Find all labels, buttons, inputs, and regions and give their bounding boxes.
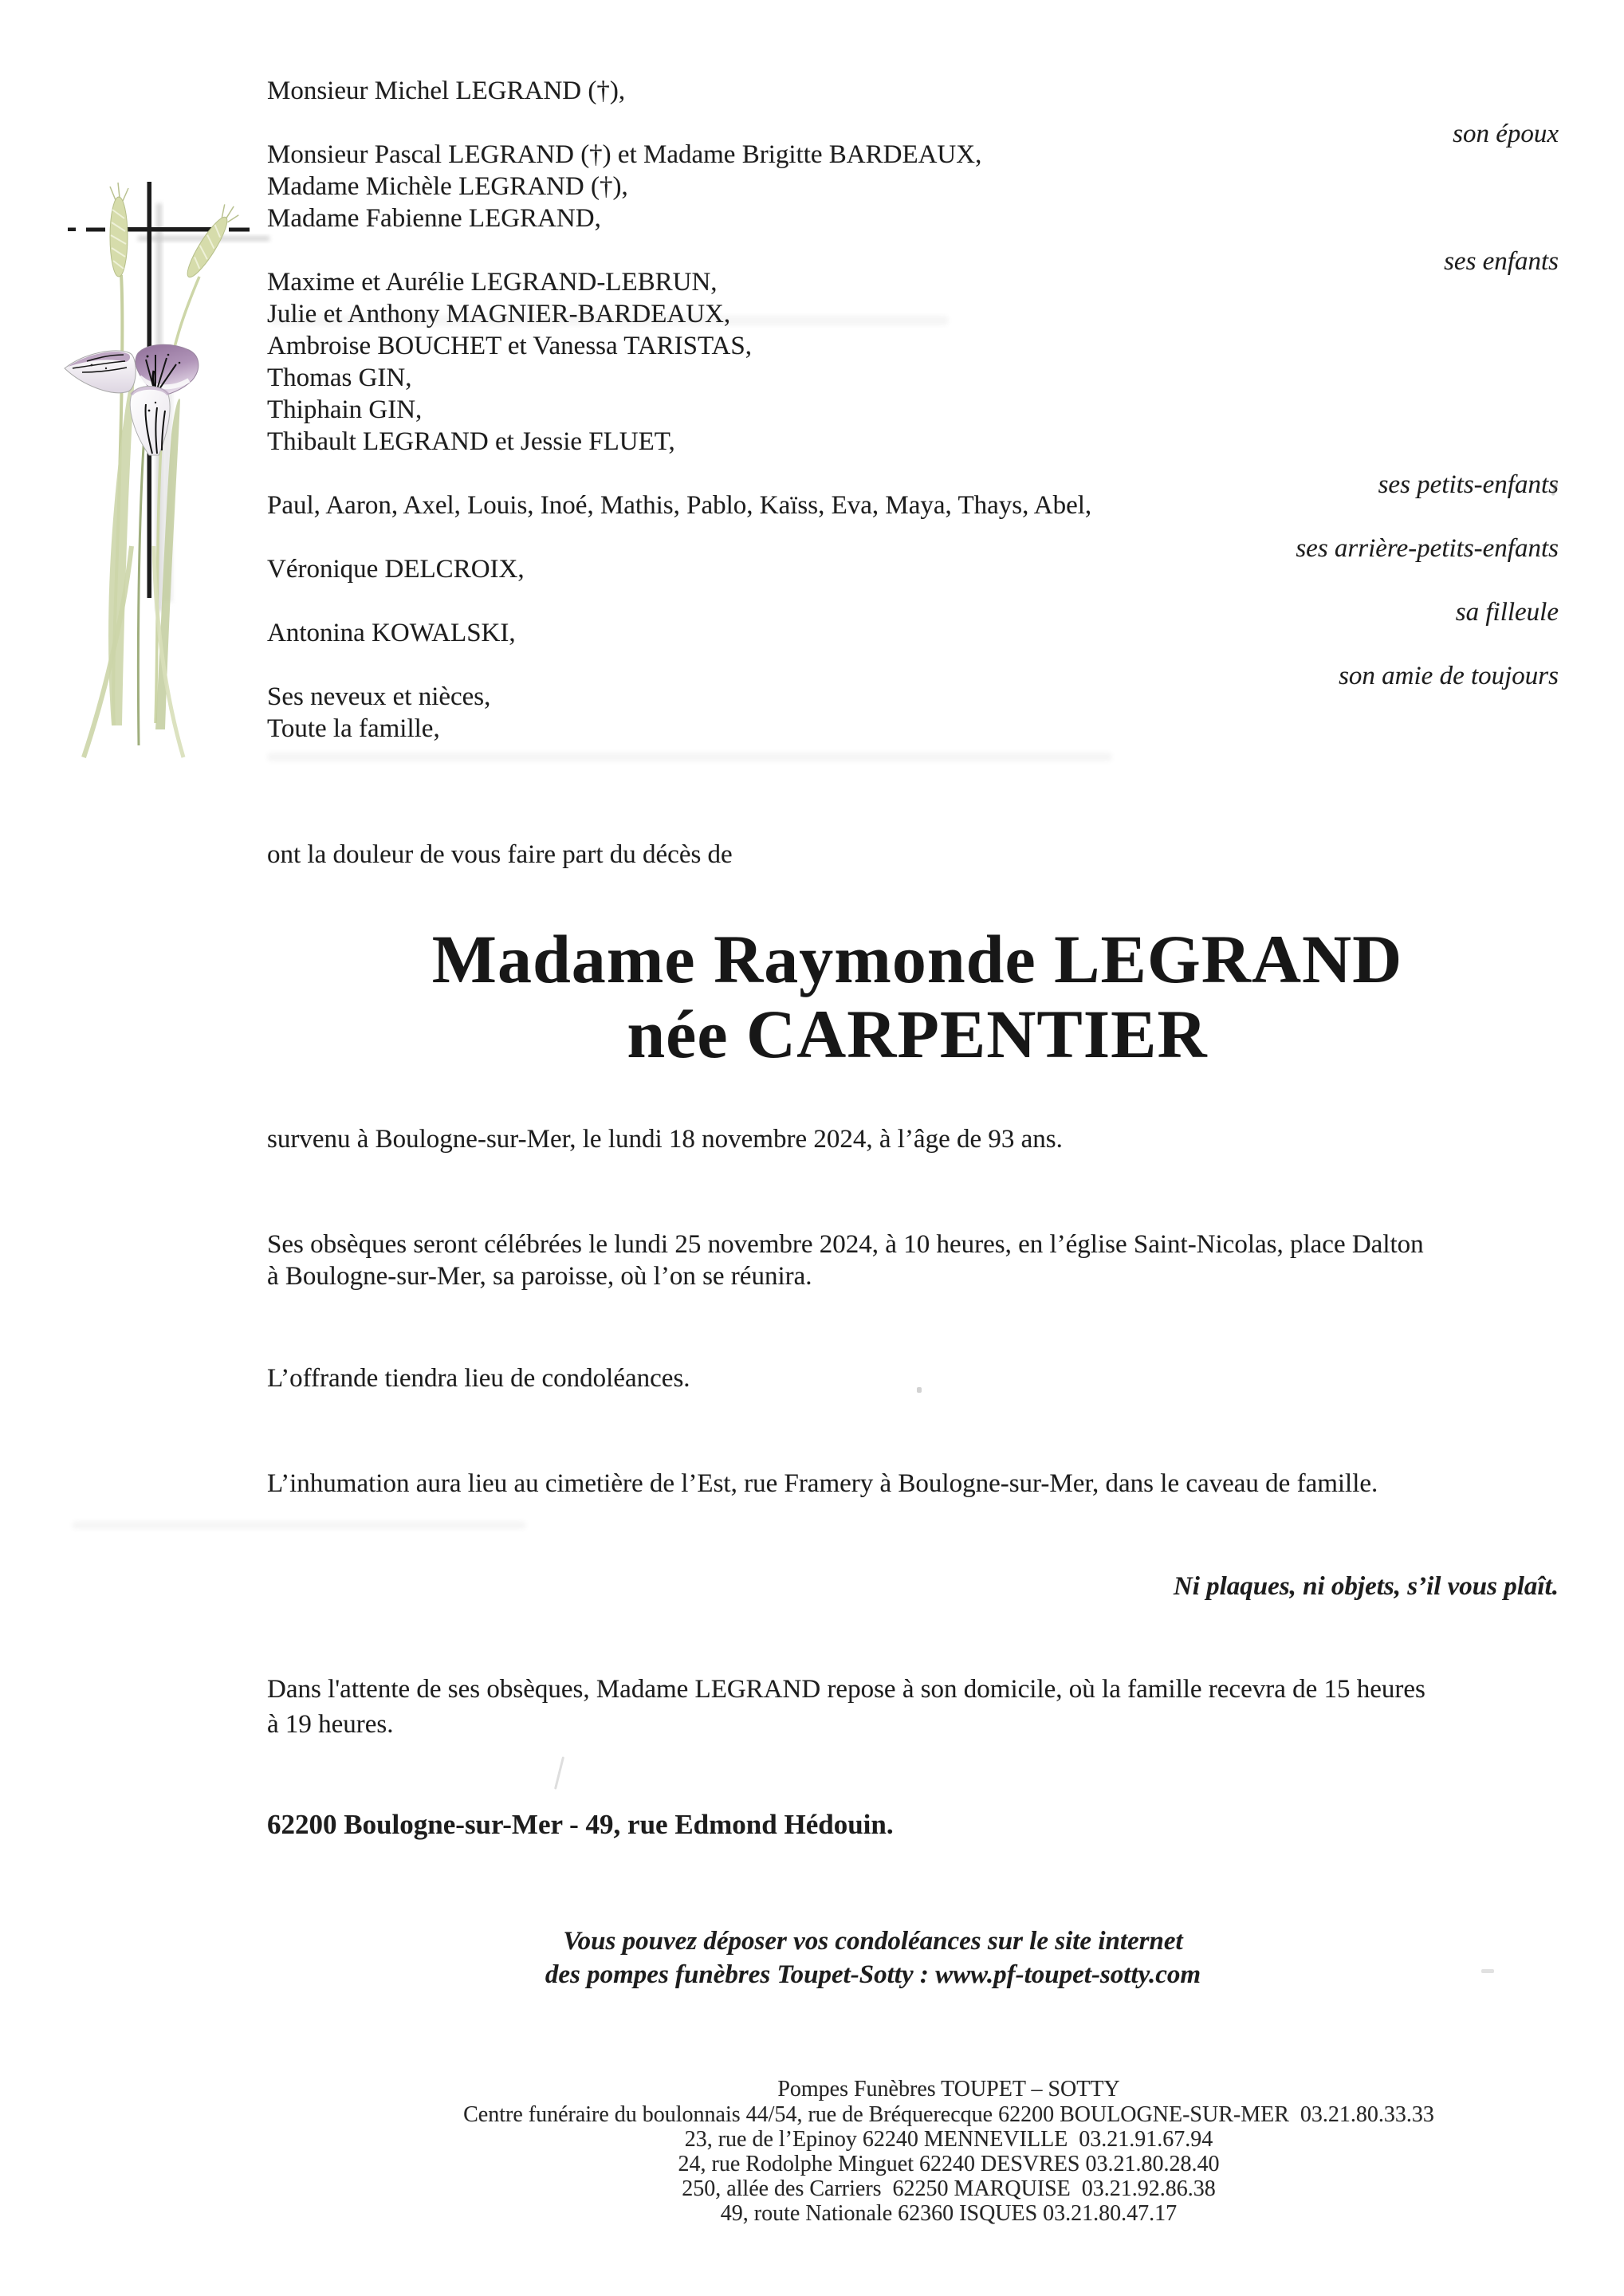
scan-speck bbox=[917, 1387, 922, 1393]
mourner-line: Ambroise BOUCHET et Vanessa TARISTAS, bbox=[267, 332, 752, 360]
scan-speck bbox=[554, 1756, 564, 1789]
deceased-maiden-name: née CARPENTIER bbox=[627, 996, 1208, 1072]
condolences-line: des pompes funèbres Toupet-Sotty : www.pf-toupet-sotty.com bbox=[545, 1960, 1201, 1989]
request-line: Ni plaques, ni objets, s’il vous plaît. bbox=[1173, 1572, 1559, 1601]
relation-label-arriere-petits-enfants: ses arrière-petits-enfants bbox=[1296, 534, 1559, 563]
funeral-home-location: 250, allée des Carriers 62250 MARQUISE 03.21.92.86.38 bbox=[682, 2176, 1216, 2201]
scan-speck bbox=[1481, 1969, 1494, 1973]
offering-line: L’offrande tiendra lieu de condoléances. bbox=[267, 1364, 690, 1393]
funeral-home-location: 49, route Nationale 62360 ISQUES 03.21.80.47.17 bbox=[720, 2201, 1178, 2226]
mourner-line: Ses neveux et nièces, bbox=[267, 682, 491, 711]
funeral-home-location: 24, rue Rodolphe Minguet 62240 DESVRES 03.21.80.28.40 bbox=[678, 2152, 1220, 2176]
scan-streak bbox=[72, 1521, 526, 1529]
deceased-name: Madame Raymonde LEGRAND bbox=[431, 921, 1403, 997]
visitation-line: Dans l'attente de ses obsèques, Madame LEGRAND repose à son domicile, où la famille recevra de 15 heures bbox=[267, 1675, 1425, 1704]
mourner-line: Thibault LEGRAND et Jessie FLUET, bbox=[267, 427, 675, 456]
funeral-home-location: Centre funéraire du boulonnais 44/54, rue de Bréquerecque 62200 BOULOGNE-SUR-MER 03.21.80.33.33 bbox=[463, 2102, 1434, 2127]
mourner-line: Véronique DELCROIX, bbox=[267, 555, 525, 584]
ceremony-line: Ses obsèques seront célébrées le lundi 25 novembre 2024, à 10 heures, en l’église Saint-Nicolas, place Dalton bbox=[267, 1230, 1424, 1259]
mourner-line: Madame Michèle LEGRAND (†), bbox=[267, 172, 628, 201]
memorial-artwork bbox=[36, 171, 275, 777]
calla-lily-icon-left bbox=[65, 351, 136, 393]
announcement-line: ont la douleur de vous faire part du décès de bbox=[267, 840, 733, 869]
ceremony-line: à Boulogne-sur-Mer, sa paroisse, où l’on se réunira. bbox=[267, 1262, 812, 1291]
mourner-line: Maxime et Aurélie LEGRAND-LEBRUN, bbox=[267, 268, 718, 297]
mourner-line: Paul, Aaron, Axel, Louis, Inoé, Mathis, Pablo, Kaïss, Eva, Maya, Thays, Abel, bbox=[267, 491, 1092, 520]
funeral-home-location: 23, rue de l’Epinoy 62240 MENNEVILLE 03.21.91.67.94 bbox=[684, 2127, 1213, 2152]
relation-label-enfants: ses enfants bbox=[1444, 247, 1559, 276]
mourner-line: Monsieur Michel LEGRAND (†), bbox=[267, 77, 626, 105]
home-address-line: 62200 Boulogne-sur-Mer - 49, rue Edmond Hédouin. bbox=[267, 1809, 894, 1840]
visitation-line: à 19 heures. bbox=[267, 1710, 394, 1739]
relation-label-epoux: son époux bbox=[1453, 120, 1559, 148]
burial-line: L’inhumation aura lieu au cimetière de l’Est, rue Framery à Boulogne-sur-Mer, dans le caveau de famille. bbox=[267, 1469, 1378, 1498]
scan-streak bbox=[271, 316, 949, 325]
relation-label-petits-enfants: ses petits-enfants bbox=[1378, 470, 1559, 499]
relation-label-amie: son amie de toujours bbox=[1339, 662, 1559, 690]
relation-label-filleule: sa filleule bbox=[1455, 598, 1559, 627]
mourner-line: Antonina KOWALSKI, bbox=[267, 619, 516, 647]
mourner-line: Julie et Anthony MAGNIER-BARDEAUX, bbox=[267, 300, 731, 328]
death-details-line: survenu à Boulogne-sur-Mer, le lundi 18 novembre 2024, à l’âge de 93 ans. bbox=[267, 1125, 1063, 1154]
scan-streak bbox=[267, 753, 1112, 761]
mourner-line: Toute la famille, bbox=[267, 714, 440, 743]
mourner-line: Thiphain GIN, bbox=[267, 395, 423, 424]
mourner-line: Monsieur Pascal LEGRAND (†) et Madame Brigitte BARDEAUX, bbox=[267, 140, 982, 169]
condolences-line: Vous pouvez déposer vos condoléances sur le site internet bbox=[563, 1927, 1183, 1956]
mourner-line: Thomas GIN, bbox=[267, 364, 412, 392]
funeral-home-name: Pompes Funèbres TOUPET – SOTTY bbox=[777, 2077, 1120, 2101]
mourner-line: Madame Fabienne LEGRAND, bbox=[267, 204, 601, 233]
